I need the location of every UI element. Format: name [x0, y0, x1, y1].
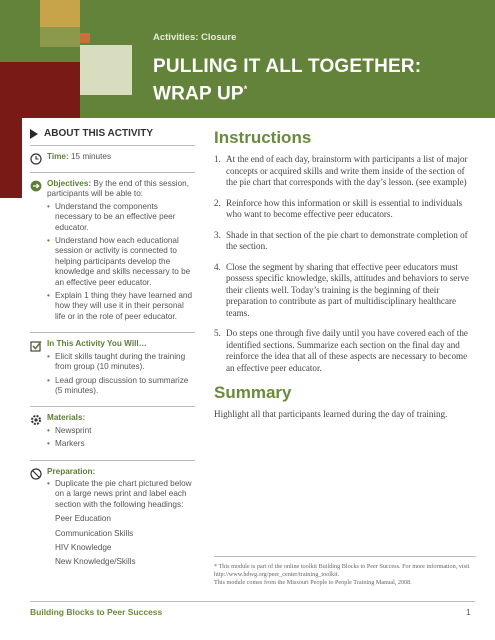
main-content [214, 128, 476, 421]
instruction-step: 2. Reinforce how this information or skill is essential to individuals who want to become effective peer educators. [214, 197, 463, 219]
checkbox-icon [30, 340, 42, 352]
in-activity-section: In This Activity You Will… • Elicit skills taught during the training from group (10 minutes). • Lead group discussion to summarize (5 minutes). [30, 333, 195, 407]
heading-item: Peer Education [55, 514, 111, 524]
materials-list [47, 426, 195, 450]
header-block-tan [40, 0, 80, 27]
header-block-olive [40, 27, 80, 47]
time-value: 15 minutes [70, 152, 112, 161]
footer-book-title: Building Blocks to Peer Success [30, 607, 163, 617]
objectives-section: Objectives: By the end of this session, participants will be able to: • Understand the components necessary to be an effective peer educator. • Understand how each educational session or activity is connected to helping participants develop the knowledge and skills necessary to be an effective peer educator. • Explain 1 thing they have learned and how they will use it in their personal life or in the role of peer educator. [30, 173, 195, 333]
heading-item: Communication Skills [55, 528, 134, 538]
clock-icon [30, 153, 42, 165]
time-section: Time: 15 minutes [30, 146, 195, 173]
materials-section: Materials: • Newsprint • Markers [30, 407, 195, 460]
list-item: • Understand the components necessary to be an effective peer educator. [47, 202, 195, 233]
instruction-step: 5. Do steps one through five daily until you have covered each of the identified sections. Summarize each section on the final day and reinforce the idea that all of these aspects are necessary to become an effective peer educator. [214, 328, 468, 373]
list-item: • Newsprint [47, 426, 195, 436]
play-arrow-icon [30, 129, 38, 139]
footnote: * This module is part of the online toolkit Building Blocks to Peer Success. For more information, visit http://www.hdwg.org/peer_center/training_toolkit. This module comes from the Missouri People to People Training Manual, 2008. [214, 556, 476, 587]
instruction-step: 4. Close the segment by sharing that effective peer educators must possess specific knowledge, skills, attitudes and behaviors to serve their clients well. Today’s training is the beginning of their preparation to contribute as part of multidisciplinary healthcare teams. [214, 261, 469, 318]
header-block-light [80, 45, 132, 95]
target-arrow-icon [30, 180, 42, 192]
summary-text: Highlight all that participants learned during the day of training. [214, 409, 448, 419]
list-item: • Duplicate the pie chart pictured below on a large news print and label each section with the following headings: [47, 479, 195, 510]
list-item: • Elicit skills taught during the training from group (10 minutes). [47, 352, 195, 373]
list-item: • Explain 1 thing they have learned and how they will use it in their personal life or in the role of peer educator. [47, 291, 195, 322]
activity-category: Activities: Closure [153, 32, 237, 43]
side-red-bar [0, 118, 22, 198]
header-block-orange [80, 33, 90, 43]
list-item: • Understand how each educational session or activity is connected to helping participants develop the knowledge and skills necessary to be an effective peer educator. [47, 236, 195, 288]
preparation-section: Preparation: • Duplicate the pie chart pictured below on a large news print and label each section with the following headings: Peer Education Communication Skills HIV Knowledge New Knowledge/Skills [30, 461, 195, 575]
about-heading: ABOUT THIS ACTIVITY [30, 128, 195, 146]
footer-divider [30, 601, 475, 602]
gear-icon [30, 414, 42, 426]
instruction-step: 3. Shade in that section of the pie chart to demonstrate completion of the section. [214, 229, 468, 251]
page-number: 1 [466, 607, 471, 617]
list-item: • Markers [47, 439, 195, 449]
page-title: PULLING IT ALL TOGETHER: WRAP UP* [153, 56, 422, 105]
in-activity-list [47, 352, 195, 397]
about-activity-panel [30, 128, 195, 575]
summary-heading: Summary [214, 383, 292, 402]
header-block-red [0, 62, 80, 118]
instructions-heading: Instructions [214, 128, 312, 147]
preparation-list [47, 479, 195, 510]
heading-item: New Knowledge/Skills [55, 557, 136, 567]
list-item: • Lead group discussion to summarize (5 minutes). [47, 376, 195, 397]
objectives-list [47, 202, 195, 322]
heading-item: HIV Knowledge [55, 542, 112, 552]
instruction-step: 1. At the end of each day, brainstorm with participants a list of major concepts or acquired skills and write them inside of the section of the pie chart that corresponds with the day’s lesson. (see example) [214, 154, 468, 187]
no-sign-icon [30, 468, 42, 480]
